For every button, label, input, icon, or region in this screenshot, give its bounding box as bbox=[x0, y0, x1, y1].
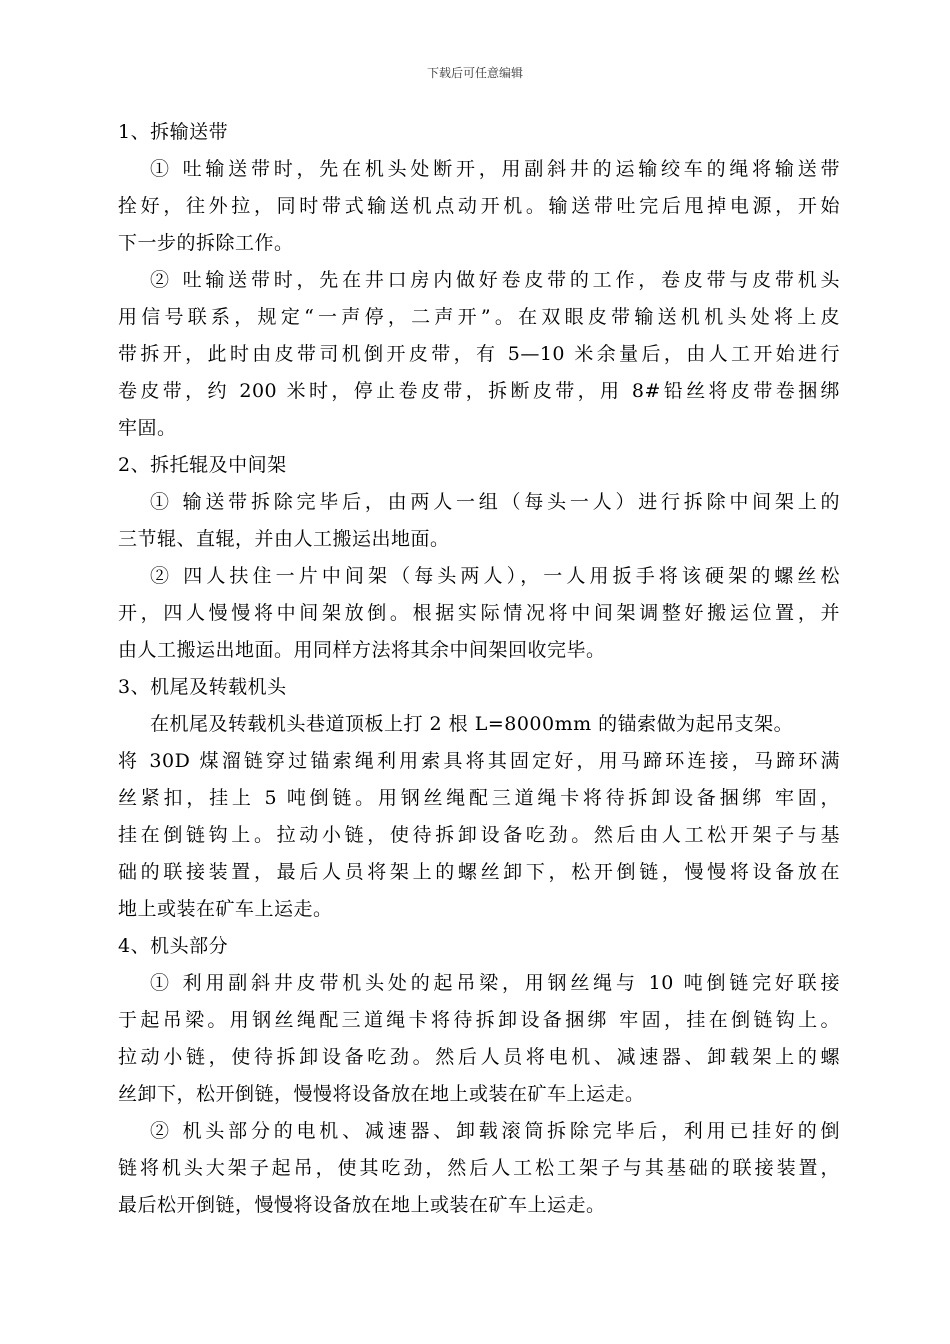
text-line: 在机尾及转载机头巷道顶板上打 2 根 L=8000mm 的锚索做为起吊支架。 bbox=[150, 713, 794, 735]
text-line: ① 吐输送带时，先在机头处断开，用副斜井的运输绞车的绳将输送带 bbox=[150, 158, 840, 180]
text-line: 丝卸下，松开倒链，慢慢将设备放在地上或装在矿车上运走。 bbox=[118, 1083, 645, 1105]
text-line: ① 利用副斜井皮带机头处的起吊梁，用钢丝绳与 10 吨倒链完好联接 bbox=[150, 972, 840, 994]
text-line: 于起吊梁。用钢丝绳配三道绳卡将待拆卸设备捆绑 牢固，挂在倒链钩上。 bbox=[118, 1009, 840, 1031]
text-line: 链将机头大架子起吊，使其吃劲，然后人工松工架子与其基础的联接装置， bbox=[118, 1157, 840, 1179]
document-body bbox=[118, 114, 840, 1224]
text-line: 用信号联系，规定“一声停，二声开”。在双眼皮带输送机机头处将上皮 bbox=[118, 306, 840, 328]
text-line: 三节辊、直辊，并由人工搬运出地面。 bbox=[118, 528, 450, 550]
text-line: 2、拆托辊及中间架 bbox=[118, 454, 287, 476]
text-line: 带拆开，此时由皮带司机倒开皮带，有 5—10 米余量后，由人工开始进行 bbox=[118, 343, 840, 365]
text-line: 拉动小链，使待拆卸设备吃劲。然后人员将电机、减速器、卸载架上的螺 bbox=[118, 1046, 840, 1068]
text-line: 将 30D 煤溜链穿过锚索绳利用索具将其固定好，用马蹄环连接，马蹄环满 bbox=[118, 750, 840, 772]
text-line: 卷皮带，约 200 米时，停止卷皮带，拆断皮带，用 8#铅丝将皮带卷捆绑 bbox=[118, 380, 840, 402]
text-line: 下一步的拆除工作。 bbox=[118, 232, 294, 254]
text-line: 最后松开倒链，慢慢将设备放在地上或装在矿车上运走。 bbox=[118, 1194, 606, 1216]
text-line: ② 吐输送带时，先在井口房内做好卷皮带的工作，卷皮带与皮带机头 bbox=[150, 269, 840, 291]
text-line: 丝紧扣，挂上 5 吨倒链。用钢丝绳配三道绳卡将待拆卸设备捆绑 牢固， bbox=[118, 787, 840, 809]
text-line: 1、拆输送带 bbox=[118, 121, 229, 143]
text-line: 挂在倒链钩上。拉动小链，使待拆卸设备吃劲。然后由人工松开架子与基 bbox=[118, 824, 840, 846]
text-line: 础的联接装置，最后人员将架上的螺丝卸下，松开倒链，慢慢将设备放在 bbox=[118, 861, 840, 883]
text-line: ② 四人扶住一片中间架（每头两人），一人用扳手将该硬架的螺丝松 bbox=[150, 565, 840, 587]
text-line: 4、机头部分 bbox=[118, 935, 229, 957]
text-line: ① 输送带拆除完毕后，由两人一组（每头一人）进行拆除中间架上的 bbox=[150, 491, 840, 513]
page-header: 下载后可任意编辑 bbox=[426, 66, 523, 80]
text-line: 3、机尾及转载机头 bbox=[118, 676, 287, 698]
text-line: 由人工搬运出地面。用同样方法将其余中间架回收完毕。 bbox=[118, 639, 606, 661]
text-line: 拴好，往外拉，同时带式输送机点动开机。输送带吐完后甩掉电源，开始 bbox=[118, 195, 840, 217]
text-line: 地上或装在矿车上运走。 bbox=[118, 898, 333, 920]
text-line: ② 机头部分的电机、减速器、卸载滚筒拆除完毕后，利用已挂好的倒 bbox=[150, 1120, 840, 1142]
text-line: 开，四人慢慢将中间架放倒。根据实际情况将中间架调整好搬运位置，并 bbox=[118, 602, 840, 624]
text-line: 牢固。 bbox=[118, 417, 177, 439]
